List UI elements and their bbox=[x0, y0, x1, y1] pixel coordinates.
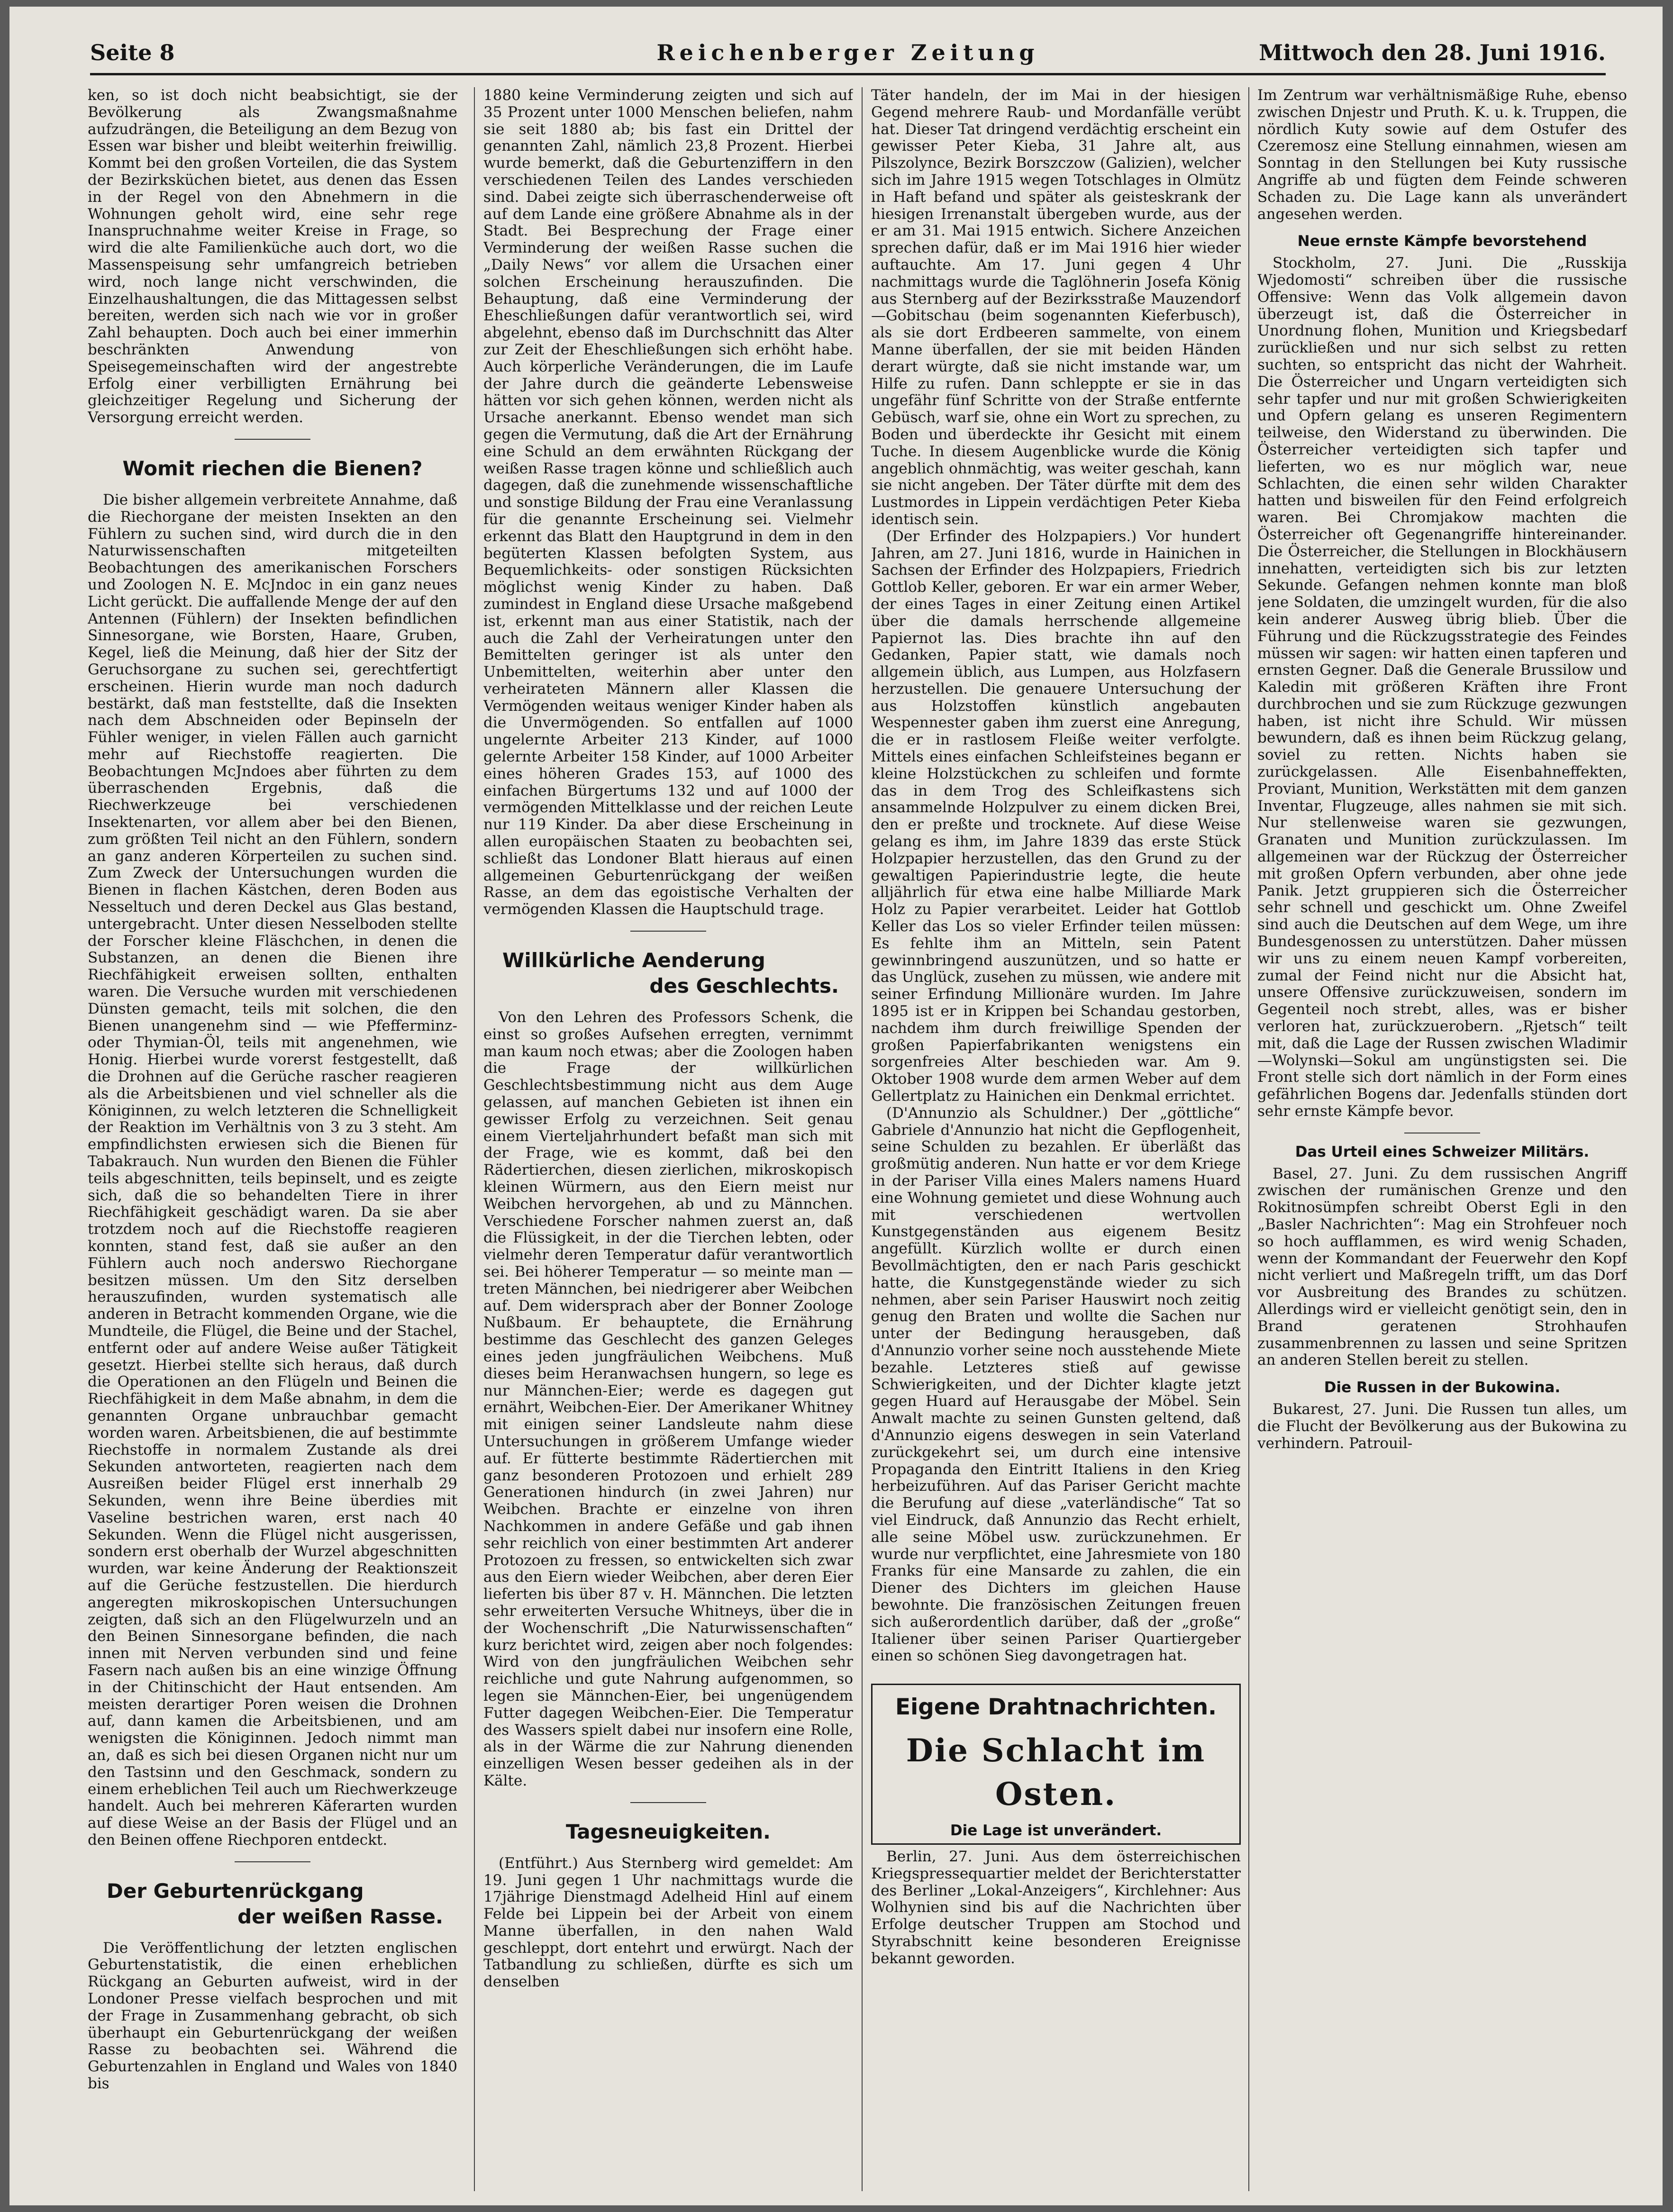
headline-line: der weißen Rasse. bbox=[237, 1904, 443, 1928]
headline-bukowina: Die Russen in der Bukowina. bbox=[1324, 1379, 1561, 1396]
column-2 bbox=[483, 87, 853, 2191]
page-number: Seite 8 bbox=[90, 40, 175, 65]
main-headline: Die Schlacht im Osten. bbox=[906, 1732, 1206, 1813]
masthead bbox=[90, 40, 1606, 68]
article-paragraph: 1880 keine Verminderung zeigten und sich auf 35 Prozent unter 1000 Menschen beliefen, nahm sie seit 1880 ab; bis fast ein Drittel der genannten Zahl, nämlich 23,8 Prozent. Hierbei wurde bemerkt, daß die Geburtenziffern in den verschiedenen Teilen des Landes verschieden sind. Dabei zeigte sich überraschenderweise oft auf dem Lande eine größere Abnahme als in der Stadt. Bei Besprechung der Frage einer Verminderung der weißen Rasse suchen die „Daily News“ vor allem die Ursachen einer solchen Erscheinung herauszufinden. Die Behauptung, daß eine Verminderung der Eheschließungen dafür verantwortlich sei, wird abgelehnt, ebenso daß im Durchschnitt das Alter zur Zeit der Eheschließungen sich erhöht habe. Auch körperliche Veränderungen, die im Laufe der Jahre durch die geänderte Lebensweise hätten vor sich gehen können, werden nicht als Ursache anerkannt. Ebenso wendet man sich gegen die Vermutung, daß die Art der Ernährung eine Schuld an dem erwähnten Rückgang der weißen Rasse tragen könne und schließlich auch dagegen, daß die zunehmende wissenschaftliche und sonstige Bildung der Frau eine Veranlassung für die genannte Erscheinung sei. Vielmehr erkennt das Blatt den Hauptgrund in dem in den begüterten Klassen befolgten System, aus Bequemlichkeits- oder sonstigen Rücksichten möglichst wenig Kinder zu haben. Daß zumindest in England diese Ursache maßgebend ist, erkennt man aus einer Statistik, nach der auch die Zahl der Verheiratungen unter den Bemittelten geringer ist als unter den Unbemittelten, weiterhin aber unter den verheirateten Männern aller Klassen die Vermögenden weitaus weniger Kinder haben als die Unvermögenden. So entfallen auf 1000 ungelernte Arbeiter 213 Kinder, auf 1000 gelernte Arbeiter 158 Kinder, auf 1000 Arbeiter eines höheren Grades 153, auf 1000 des einfachen Bürgertums 132 und auf 1000 der vermögenden Mittelklasse und der reichen Leute nur 119 Kinder. Da aber diese Erscheinung in allen europäischen Staaten zu beobachten sei, schließt das Londoner Blatt hieraus auf einen allgemeinen Geburtenrückgang der weißen Rasse, an dem das egoistische Verhalten der vermögenden Klassen die Hauptschuld trage. bbox=[483, 87, 853, 918]
separator bbox=[630, 1802, 706, 1803]
headline-line: des Geschlechts. bbox=[649, 974, 839, 998]
article-paragraph: Im Zentrum war verhältnismäßige Ruhe, ebenso zwischen Dnjestr und Pruth. K. u. k. Truppen, die nördlich Kuty sowie auf dem Ostufer des Czeremosz eine Stellung einnahmen, wiesen am Sonntag in den Stellungen bei Kuty russische Angriffe ab und fügten dem Feinde schweren Schaden zu. Die Lage kann als unverändert angesehen werden. bbox=[1257, 87, 1627, 223]
article-paragraph: (Entführt.) Aus Sternberg wird gemeldet: Am 19. Juni gegen 1 Uhr nachmittags wurde die 17jährige Dienstmagd Adelheid Hinl auf einem Felde bei Lippein bei der Arbeit von einem Manne überfallen, in den nahen Wald geschleppt, dort entehrt und erwürgt. Nach der Tatbandlung zu schließen, dürfte es sich um denselben bbox=[483, 1854, 853, 1991]
article-paragraph: Die Veröffentlichung der letzten englischen Geburtenstatistik, die einen erheblichen Rückgang an Geburten aufweist, wird in der Londoner Presse vielfach besprochen und mit der Frage in Zusammenhang gebracht, ob sich überhaupt ein Geburtenrückgang der weißen Rasse zu beobachten sei. Während die Geburtenzahlen in England und Wales von 1840 bis bbox=[88, 1939, 457, 2093]
article-paragraph: ken, so ist doch nicht beabsichtigt, sie der Bevölkerung als Zwangsmaßnahme aufzudrängen, die Beteiligung an dem Bezug von Essen war bisher und bleibt weiterhin freiwillig. Kommt bei den großen Vorteilen, die das System der Bezirksküchen bietet, aus denen das Essen in der Regel von den Abnehmern in die Wohnungen geholt wird, eine sehr rege Inanspruchnahme weiter Kreise in Frage, so wird die alte Familienküche auch dort, wo die Massenspeisung sehr umfangreich betrieben wird, noch lange nicht verschwinden, die Einzelhaushaltungen, die das Mittagessen selbst bereiten, werden sich nach wie vor in großer Zahl behaupten. Doch auch bei einer immerhin beschränkten Anwendung von Speisegemeinschaften wird der angestrebte Erfolg einer verbilligten Ernährung bei gleichzeitiger Regelung und Sicherung der Versorgung erreicht werden. bbox=[88, 87, 457, 426]
separator bbox=[235, 439, 310, 440]
subheadline: Die Lage ist unverändert. bbox=[950, 1822, 1162, 1840]
column-4 bbox=[1257, 87, 1627, 2191]
article-paragraph: (Der Erfinder des Holzpapiers.) Vor hundert Jahren, am 27. Juni 1816, wurde in Hainichen in Sachsen der Erfinder des Holzpapiers, Friedrich Gottlob Keller, geboren. Er war ein armer Weber, der eines Tages in einer Zeitung einen Artikel über die damals herrschende allgemeine Papiernot las. Dies brachte ihn auf den Gedanken, Papier statt, wie damals noch allgemein üblich, aus Lumpen, aus Holzfasern herzustellen. Die genauere Untersuchung der aus Holzstoffen künstlich angebauten Wespennester gaben ihm zuerst eine Anregung, die er in rastlosem Fleiße weiter verfolgte. Mittels eines einfachen Schleifsteines begann er kleine Holzstückchen zu schleifen und formte das in dem Trog des Schleifkastens sich ansammelnde Holzpulver zu einem dicken Brei, den er preßte und trocknete. Auf diese Weise gelang es ihm, im Jahre 1839 das erste Stück Holzpapier herzustellen, das den Grund zu der gewaltigen Papierindustrie legte, die heute alljährlich für etwa eine halbe Milliarde Mark Holz zu Papier verarbeitet. Leider hat Gottlob Keller das Los so vieler Erfinder teilen müssen: Es fehlte ihm an Mitteln, sein Patent gewinnbringend auszunützen, und so hatte er das Unglück, zusehen zu müssen, wie andere mit seiner Erfindung Millionäre wurden. Im Jahre 1895 ist er in Krippen bei Schandau gestorben, nachdem ihm durch freiwillige Spenden der großen Papierfabrikanten wenigstens ein sorgenfreies Alter beschieden war. Am 9. Oktober 1908 wurde dem armen Weber auf dem Gellertplatz zu Hainichen ein Denkmal errichtet. bbox=[871, 527, 1241, 1105]
headline-line: Willkürliche Aenderung bbox=[502, 949, 765, 972]
headline-kaempfe: Neue ernste Kämpfe bevorstehend bbox=[1297, 233, 1587, 250]
headline-tagesneuigkeiten: Tagesneuigkeiten. bbox=[566, 1820, 771, 1843]
article-paragraph: Berlin, 27. Juni. Aus dem österreichischen Kriegspressequartier meldet der Berichterstatter des Berliner „Lokal-Anzeigers“, Kirchlehner: Aus Wolhynien sind bis auf die Nachrichten über Erfolge deutscher Truppen am Stochod und Styrabschnitt keine besonderen Ereignisse bekannt geworden. bbox=[871, 1848, 1241, 1967]
masthead-rule bbox=[90, 73, 1606, 75]
section-title: Eigene Drahtnachrichten. bbox=[895, 1694, 1217, 1721]
article-paragraph: (D'Annunzio als Schuldner.) Der „göttliche“ Gabriele d'Annunzio hat nicht die Gepflogenheit, seine Schulden zu bezahlen. Er überläßt das großmütig anderen. Nun hatte er vor dem Kriege in der Pariser Villa eines Malers namens Huard eine Wohnung gemietet und diese Wohnung auch mit verschiedenen wertvollen Kunstgegenständen aus eigenem Besitz angefüllt. Kürzlich wollte er durch einen Bevollmächtigten, den er nach Paris geschickt hatte, die Kunstgegenstände wieder zu sich nehmen, aber sein Pariser Hauswirt noch zeitig genug den Braten und wollte die Sachen nur unter der Bedingung herausgeben, daß d'Annunzio vorher seine noch ausstehende Miete bezahle. Letzteres stieß auf gewisse Schwierigkeiten, und der Dichter klagte jetzt gegen Huard auf Herausgabe der Möbel. Sein Anwalt machte zu seinen Gunsten geltend, daß d'Annunzio eigens deswegen in sein Vaterland zurückgekehrt sei, um durch eine intensive Propaganda den Eintritt Italiens in den Krieg herbeizuführen. Auf das Pariser Gericht machte die Berufung auf diese „vaterländische“ Tat so viel Eindruck, daß Annunzio das Recht erhielt, alle seine Möbel usw. zurückzunehmen. Er wurde nur verpflichtet, eine Jahresmiete von 180 Franks für eine Mansarde zu zahlen, die ein Diener des Dichters im gleichen Hause bewohnte. Die französischen Zeitungen freuen sich außerordentlich darüber, daß der „große“ Italiener über seinen Pariser Quartiergeber einen so schönen Sieg davongetragen hat. bbox=[871, 1104, 1241, 1665]
newspaper-title: Reichenberger Zeitung bbox=[656, 40, 1039, 65]
article-paragraph: Täter handeln, der im Mai in der hiesigen Gegend mehrere Raub- und Mordanfälle verübt hat. Dieser Tat dringend verdächtig erscheint ein gewisser Peter Kieba, 31 Jahre alt, aus Pilszolynce, Bezirk Borszczow (Galizien), welcher sich im Jahre 1915 wegen Totschlages in Olmütz in Haft befand und später als geisteskrank der hiesigen Irrenanstalt übergeben wurde, aus der er am 31. Mai 1915 entwich. Sichere Anzeichen sprechen dafür, daß er im Mai 1916 hier wieder auftauchte. Am 17. Juni gegen 4 Uhr nachmittags wurde die Taglöhnerin Josefa König aus Sternberg auf der Bezirksstraße Mauzendorf—Gobitschau (beim sogenannten Kieferbusch), als sie dort Erdbeeren sammelte, von einem Manne überfallen, der sie mit beiden Händen derart würgte, daß sie nicht imstande war, um Hilfe zu rufen. Dann schleppte er sie in das ungefähr fünf Schritte von der Straße entfernte Gebüsch, warf sie, ohne ein Wort zu sprechen, zu Boden und überdeckte ihr Gesicht mit einem Tuche. In diesem Augenblicke wurde die König angeblich ohnmächtig, was weiter geschah, kann sie nicht angeben. Der Täter dürfte mit dem des Lustmordes in Lippein verdächtigen Peter Kieba identisch sein. bbox=[871, 87, 1241, 528]
column-divider bbox=[1248, 87, 1249, 2191]
column-divider bbox=[862, 87, 863, 2191]
article-paragraph: Von den Lehren des Professors Schenk, die einst so großes Aufsehen erregten, vernimmt man kaum noch etwas; aber die Zoologen haben die Frage der willkürlichen Geschlechtsbestimmung nicht aus dem Auge gelassen, auf manchen Gebieten ist ihnen ein gewisser Erfolg zu verzeichnen. Seit genau einem Vierteljahrhundert befaßt man sich mit der Frage, wie es kommt, daß bei den Rädertierchen, diesen zierlichen, mikroskopisch kleinen Würmern, aus den Eiern meist nur Weibchen hervorgehen, ab und zu Männchen. Verschiedene Forscher nahmen zuerst an, daß die Flüssigkeit, in der die Tierchen lebten, oder vielmehr deren Temperatur dafür verantwortlich sei. Bei höherer Temperatur — so meinte man — treten Männchen, bei niedrigerer aber Weibchen auf. Dem widersprach aber der Bonner Zoologe Nußbaum. Er behauptete, die Ernährung bestimme das Geschlecht des ganzen Geleges eines jeden jungfräulichen Weibchens. Muß dieses beim Heranwachsen hungern, so lege es nur Männchen-Eier; werde es dagegen gut ernährt, Weibchen-Eier. Der Amerikaner Whitney mit einigen seiner Landsleute nahm diese Untersuchungen in größerem Umfange wieder auf. Er fütterte bestimmte Rädertierchen mit ganz besonderen Protozoen und erhielt 289 Generationen hindurch (in zwei Jahren) nur Weibchen. Brachte er einzelne von ihren Nachkommen in andere Gefäße und gab ihnen sehr reichlich von einer bestimmten Art anderer Protozoen zu fressen, so entwickelten sich zwar aus den Eiern wieder Weibchen, aber deren Eier lieferten bis über 87 v. H. Männchen. Die letzten sehr erweiterten Versuche Whitneys, über die in der Wochenschrift „Die Naturwissenschaften“ kurz berichtet wird, zeigen aber noch folgendes: Wird von den jungfräulichen Weibchen sehr reichliche und gute Nahrung aufgenommen, so legen sie Männchen-Eier, bei ungenügendem Futter dagegen Weibchen-Eier. Die Temperatur des Wassers spielt dabei nur insofern eine Rolle, als in der Wärme die zur Nahrung dienenden einzelligen Wesen besser gedeihen als in der Kälte. bbox=[483, 1009, 853, 1789]
separator bbox=[630, 931, 706, 932]
issue-date: Mittwoch den 28. Juni 1916. bbox=[1259, 40, 1606, 65]
headline-geburtenrueckgang bbox=[88, 1878, 457, 1930]
column-divider bbox=[474, 87, 475, 2191]
headline-geschlecht bbox=[483, 948, 853, 999]
headline-schweizer-urteil: Das Urteil eines Schweizer Militärs. bbox=[1295, 1143, 1590, 1160]
article-paragraph: Stockholm, 27. Juni. Die „Russkija Wjedomosti“ schreiben über die russische Offensive: Wenn das Volk allgemein davon überzeugt ist, daß die Österreicher in Unordnung flohen, Munition und Kriegsbedarf zurückließen und nur sich selbst zu retten suchten, so entspricht das nicht der Wahrheit. Die Österreicher und Ungarn verteidigten sich sehr tapfer und nur mit großen Schwierigkeiten und Opfern gelang es unseren Regimentern teilweise, den Widerstand zu überwinden. Die Österreicher verteidigten sich tapfer und lieferten, wo es nur möglich war, neue Schlachten, die einen sehr wilden Charakter hatten und bisweilen für den Feind erfolgreich waren. Bei Chromjakow machten die Österreicher oft Gegenangriffe hintereinander. Die Österreicher, die Stellungen in Blockhäusern innehatten, verteidigten sich bis zur letzten Sekunde. Gefangen nehmen konnte man bloß jene Soldaten, die umzingelt wurden, für die also kein anderer Ausweg übrig blieb. Über die Führung und die Rückzugsstrategie des Feindes müssen wir sagen: wir hatten einen tapferen und ernsten Gegner. Daß die Generale Brussilow und Kaledin mit größeren Kräften ihre Front durchbrochen und sie zum Rückzuge gezwungen haben, ist nicht ihre Schuld. Wir müssen bewundern, daß es ihnen beim Rückzug gelang, soviel zu retten. Nichts haben sie zurückgelassen. Alle Eisenbahneffekten, Proviant, Munition, Werkstätten mit dem ganzen Inventar, Flugzeuge, alles nahmen sie mit sich. Nur stellenweise waren sie gezwungen, Granaten und Munition zurückzulassen. Im allgemeinen war der Rückzug der Österreicher mit großen Opfern verbunden, aber ohne jede Panik. Jetzt gruppieren sich die Österreicher sehr schnell und geschickt um. Ohne Zweifel sind auch die Deutschen auf dem Wege, um ihre Bundesgenossen zu unterstützen. Daher müssen wir uns zu einem neuen Kampf vorbereiten, zumal der Feind nicht nur die Absicht hat, unsere Offensive zurückzuweisen, sondern im Gegenteil noch strebt, alles, was er bisher verloren hat, zurückzuerobern. „Rjetsch“ teilt mit, daß die Lage der Russen zwischen Wladimir—Wolynski—Sokul am ungünstigsten sei. Die Front stelle sich dort nämlich in der Form eines gefährlichen Bogens dar. Jedenfalls stünden dort sehr ernste Kämpfe bevor. bbox=[1257, 254, 1627, 1120]
column-3 bbox=[871, 87, 1241, 2191]
headline-bienen: Womit riechen die Bienen? bbox=[122, 456, 423, 480]
newspaper-page bbox=[9, 7, 1663, 2205]
telegraph-news-header bbox=[871, 1684, 1241, 1845]
separator bbox=[235, 1861, 310, 1862]
article-paragraph: Die bisher allgemein verbreitete Annahme, daß die Riechorgane der meisten Insekten an den Fühlern zu suchen sind, wird durch die in den Naturwissenschaften mitgeteilten Beobachtungen des amerikanischen Forschers und Zoologen N. E. McJndoc in ein ganz neues Licht gerückt. Die auffallende Menge der auf den Antennen (Fühlern) der Insekten befindlichen Sinnesorgane, wie Borsten, Haare, Gruben, Kegel, ließ die Meinung, daß hier der Sitz der Geruchsorgane zu suchen sei, gerechtfertigt erscheinen. Hierin wurde man noch dadurch bestärkt, daß man feststellte, daß die Insekten nach dem Abschneiden oder Bepinseln der Fühler weniger, in vielen Fällen auch garnicht mehr auf Riechstoffe reagierten. Die Beobachtungen McJndoes aber führten zu dem überraschenden Ergebnis, daß die Riechwerkzeuge bei verschiedenen Insektenarten, vor allem aber bei den Bienen, zum größten Teil nicht an den Fühlern, sondern an ganz anderen Körperteilen zu suchen sind. Zum Zweck der Untersuchungen wurden die Bienen in flachen Kästchen, deren Boden aus Nesseltuch und deren Deckel aus Glas bestand, untergebracht. Unter diesen Nesselboden stellte der Forscher kleine Fläschchen, in denen die Substanzen, an denen die Bienen ihre Riechfähigkeit erweisen sollten, enthalten waren. Die Versuche wurden mit verschiedenen Dünsten gemacht, teils mit solchen, die den Bienen unangenehm sind — wie Pfefferminz- oder Thymian-Öl, teils mit angenehmen, wie Honig. Hierbei wurde vorerst festgestellt, daß die Drohnen auf die Gerüche rascher reagieren als die Arbeitsbienen und viel schneller als die Königinnen, zu welch letzteren die Schnelligkeit der Reaktion im Verhältnis von 3 zu 3 steht. Am empfindlichsten erwiesen sich die Bienen für Tabakrauch. Nun wurden den Bienen die Fühler teils abgeschnitten, teils bepinselt, und es zeigte sich, daß die so behandelten Tiere in ihrer Riechfähigkeit geschädigt waren. Da sie aber trotzdem noch auf die Riechstoffe reagieren konnten, stand fest, daß sie außer an den Fühlern auch noch anderswo Riechorgane besitzen müssen. Um den Sitz derselben herauszufinden, wurden systematisch alle anderen in Betracht kommenden Organe, wie die Mundteile, die Flügel, die Beine und der Stachel, entfernt oder auf andere Weise außer Tätigkeit gesetzt. Hierbei stellte sich heraus, daß durch die Operationen an den Flügeln und Beinen die Riechfähigkeit in dem Maße abnahm, in dem die genannten Organe unbrauchbar gemacht worden waren. Arbeitsbienen, die auf bestimmte Riechstoffe in normalem Zustande als drei Sekunden antworteten, reagierten nach dem Ausreißen beider Flügel erst innerhalb 29 Sekunden, wenn ihre Beine überdies mit Vaseline bestrichen waren, erst nach 40 Sekunden. Wenn die Flügel nicht ausgerissen, sondern erst oberhalb der Wurzel abgeschnitten wurden, war keine Änderung der Reaktionszeit auf die Gerüche festzustellen. Die hierdurch angeregten mikroskopischen Untersuchungen zeigten, daß sich an den Flügelwurzeln und an den Beinen Sinnesorgane befinden, die nach innen mit Nerven verbunden sind und feine Fasern nach außen bis an eine winzige Öffnung in der Chitinschicht der Haut entsenden. Am meisten derartiger Poren weisen die Drohnen auf, dann kamen die Arbeitsbienen, und am wenigsten die Königinnen. Jedoch nimmt man an, daß es sich bei diesen Organen nicht nur um den Tastsinn und den Geschmack, sondern zu einem erheblichen Teil auch um Riechwerkzeuge handelt. Auch bei mehreren Käferarten wurden auf diese Weise an der Basis der Flügel und an den Beinen offene Riechporen entdeckt. bbox=[88, 491, 457, 1849]
article-paragraph: Bukarest, 27. Juni. Die Russen tun alles, um die Flucht der Bevölkerung aus der Bukowina zu verhindern. Patrouil- bbox=[1257, 1400, 1627, 1452]
headline-line: Der Geburtenrückgang bbox=[107, 1879, 364, 1903]
article-paragraph: Basel, 27. Juni. Zu dem russischen Angriff zwischen der rumänischen Grenze und den Rokitnosümpfen schreibt Oberst Egli in den „Basler Nachrichten“: Mag ein Strohfeuer noch so hoch aufflammen, es wird wenig Schaden, wenn der Kommandant der Feuerwehr den Kopf nicht verliert und Maßregeln trifft, um das Dorf vor Ausbreitung des Brandes zu schützen. Allerdings wird er vielleicht genötigt sein, den in Brand geratenen Strohhaufen zusammenbrennen zu lassen und seine Spritzen an anderen Stellen bereit zu stellen. bbox=[1257, 1165, 1627, 1369]
column-1 bbox=[88, 87, 457, 2191]
